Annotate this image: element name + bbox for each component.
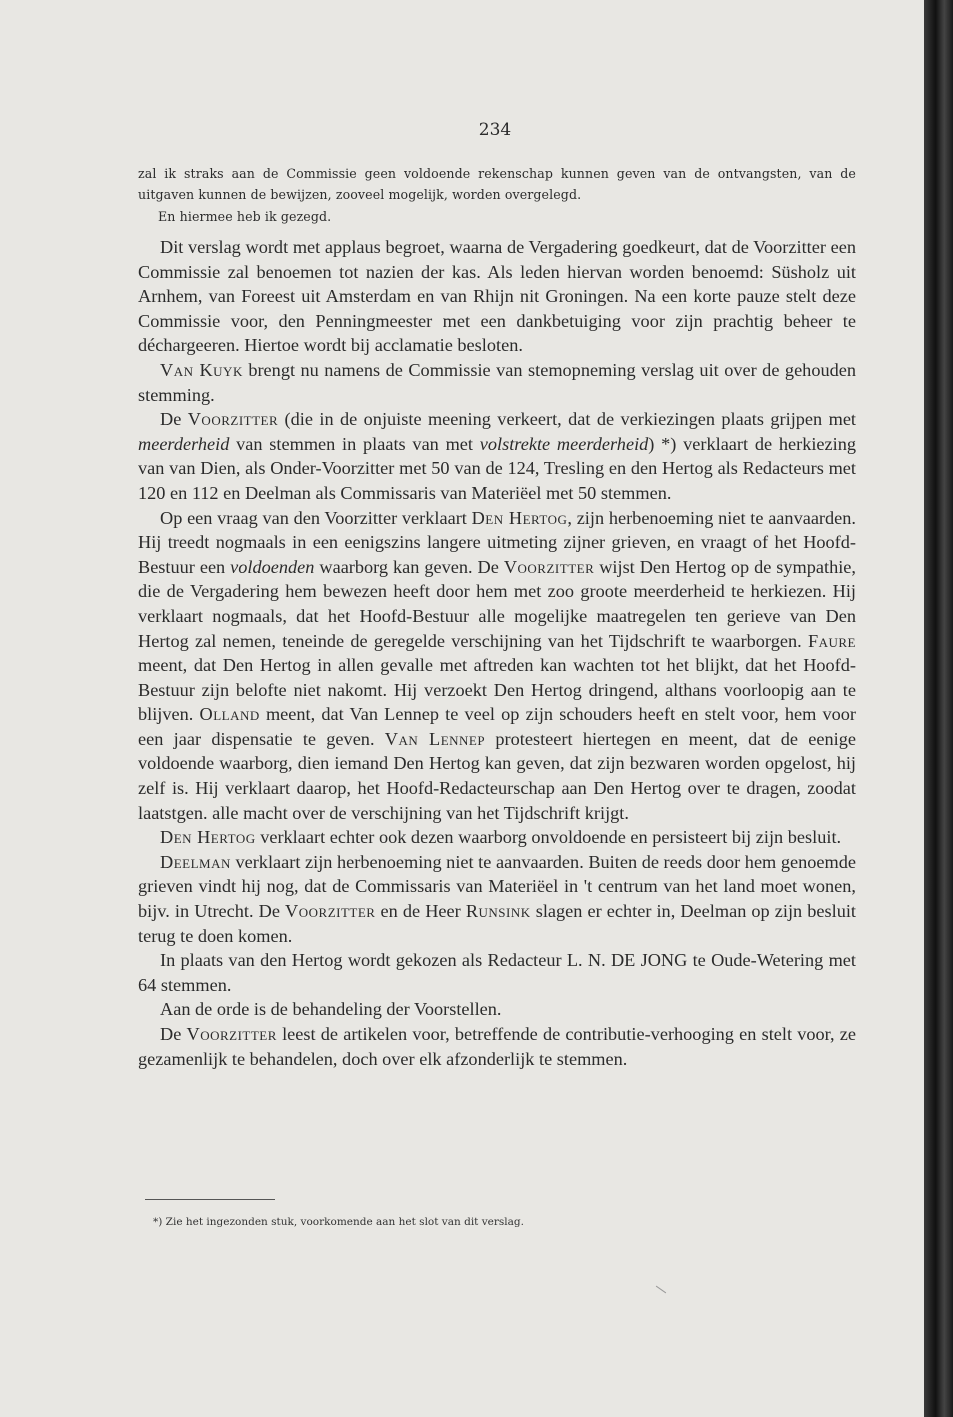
minutes-body: [138, 235, 856, 1071]
paragraph-den-hertog-persists: Den Hertog verklaart echter ook dezen waarborg onvoldoende en persisteert bij zijn besluit.: [160, 827, 842, 848]
paragraph-voorzitter-election: De Voorzitter (die in de onjuiste meening verkeert, dat de verkiezingen plaats grijpen met meerderheid van stemmen in plaats van met volstrekte meerderheid) *) verklaart de herkiezing van van Dien, als Onder-Voorzitter met 50 van de 124, Tresling en den Hertog als Redacteurs met 120 en 112 en Deelman als Commissaris van Materiëel met 50 stemmen.: [138, 409, 857, 503]
speaker-name: Van Kuyk: [160, 359, 243, 380]
speaker-name: Olland: [199, 704, 260, 725]
speaker-name: Den Hertog: [471, 507, 568, 528]
emphasis: volstrekte meerderheid: [479, 433, 649, 454]
letter-excerpt: [138, 164, 856, 228]
speaker-name: Voorzitter: [187, 409, 279, 430]
emphasis: meerderheid: [138, 433, 230, 454]
speaker-name: Runsink: [465, 901, 531, 922]
paragraph-agenda: Aan de orde is de behandeling der Voorstellen.: [160, 999, 502, 1020]
letter-closing: En hiermee heb ik gezegd.: [158, 209, 332, 224]
paper-speck: [656, 1286, 666, 1294]
paragraph-contribution: De Voorzitter leest de artikelen voor, betreffende de contributie-verhooging en stelt voor, ze gezamenlijk te behandelen, doch over elk afzonderlijk te stemmen.: [138, 1024, 856, 1069]
page-number: 234: [478, 120, 512, 140]
speaker-name: Voorzitter: [186, 1024, 277, 1044]
speaker-name: Faure: [807, 630, 856, 651]
speaker-name: Voorzitter: [285, 901, 376, 922]
footnote-divider: [145, 1199, 275, 1200]
speaker-name: Deelman: [160, 851, 231, 872]
paragraph-new-editor: In plaats van den Hertog wordt gekozen als Redacteur L. N. DE JONG te Oude-Wetering met 64 stemmen.: [138, 950, 856, 995]
letter-paragraph: zal ik straks aan de Commissie geen voldoende rekenschap kunnen geven van de ontvangsten, van de uitgaven kunnen de bewijzen, zooveel mogelijk, worden overgelegd.: [138, 166, 856, 202]
paragraph-applause: Dit verslag wordt met applaus begroet, waarna de Vergadering goedkeurt, dat de Voorzitter een Commissie zal benoemen tot nazien der kas. Als leden hiervan worden benoemd: Süsholz uit Arnhem, van Foreest uit Amsterdam en van Rhijn nit Groningen. Na een korte pauze stelt deze Commissie voor, den Penningmeester met een dankbetuiging voor zijn prachtig beheer te déchargeeren. Hiertoe wordt bij acclamatie besloten.: [138, 237, 856, 356]
emphasis: voldoenden: [230, 556, 315, 577]
footnote: *) Zie het ingezonden stuk, voorkomende aan het slot van dit verslag.: [153, 1216, 524, 1228]
paragraph-den-hertog-debate: Op een vraag van den Voorzitter verklaart Den Hertog, zijn herbenoeming niet te aanvaarden. Hij treedt nogmaals in een eenigszins langere uitmeting zijner grieven, en vraagt of het Hoofd-Bestuur een voldoenden waarborg kan geven. De Voorzitter wijst Den Hertog op de sympathie, die de Vergadering hem bewezen heeft door hem met zoo groote meerderheid te herkiezen. Hij verklaart nogmaals, dat het Hoofd-Bestuur alle mogelijke maatregelen ten gerieve van Den Hertog zal nemen, teneinde de geregelde verschijning van het Tijdschrift te waarborgen. Faure meent, dat Den Hertog in allen gevalle met aftreden kan wachten tot het blijkt, dat het Hoofd-Bestuur zijn belofte niet nakomt. Hij verzoekt Den Hertog dringend, althans voorloopig aan te blijven. Olland meent, dat Van Lennep te veel op zijn schouders heeft en stelt voor, hem voor een jaar dispensatie te geven. Van Lennep protesteert hiertegen en meent, dat de eenige voldoende waarborg, dien iemand Den Hertog kan geven, dat zijn bezwaren worden opgelost, hij zelf is. Hij verklaart daarop, het Hoofd-Redacteurschap aan Den Hertog over te dragen, zoodat laatstgen. alle macht over de verschijning van het Tijdschrift krijgt.: [138, 507, 856, 823]
book-gutter: [924, 0, 953, 1417]
speaker-name: Van Lennep: [384, 728, 486, 749]
speaker-name: Den Hertog: [160, 827, 256, 848]
speaker-name: Voorzitter: [503, 556, 595, 577]
paragraph-van-kuyk: Van Kuyk brengt nu namens de Commissie van stemopneming verslag uit over de gehouden stemming.: [138, 359, 857, 405]
paragraph-deelman: Deelman verklaart zijn herbenoeming niet te aanvaarden. Buiten de reeds door hem genoemde grieven vindt hij nog, dat de Commissaris van Materiëel in 't centrum van het land moet wonen, bijv. in Utrecht. De Voorzitter en de Heer Runsink slagen er echter in, Deelman op zijn besluit terug te doen komen.: [138, 851, 856, 946]
